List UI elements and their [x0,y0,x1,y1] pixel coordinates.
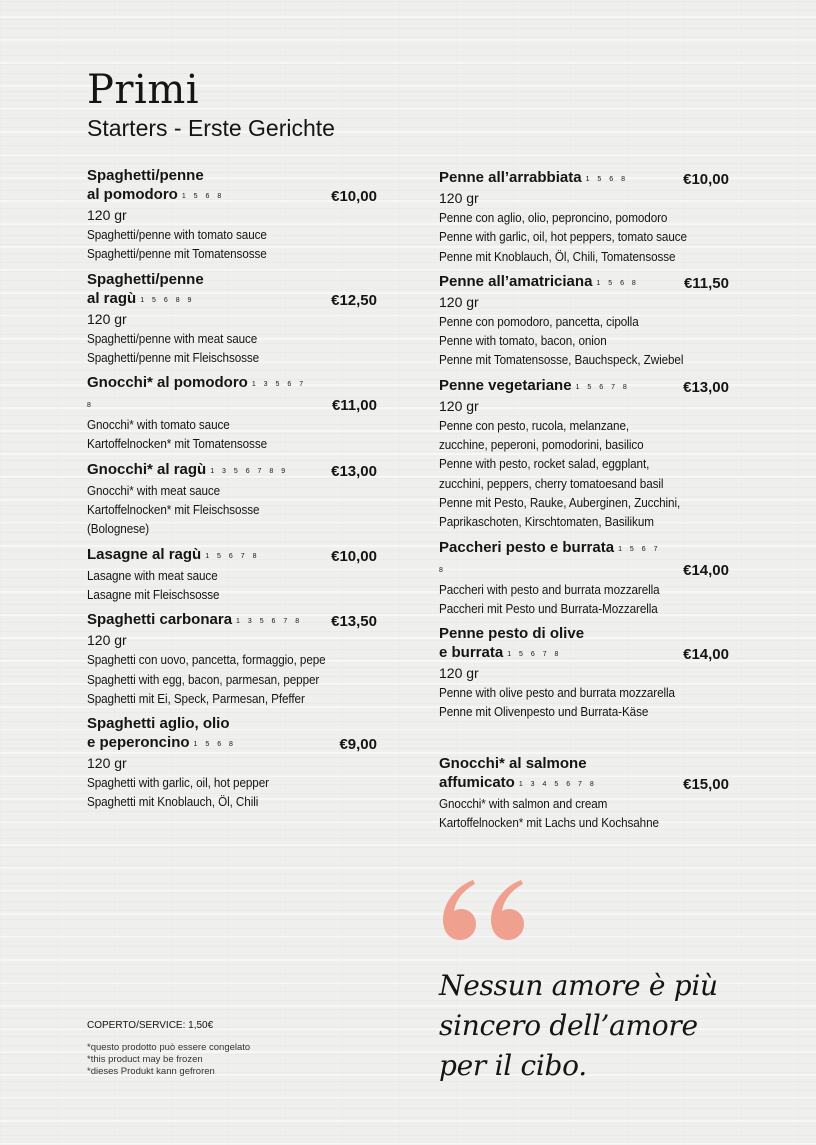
menu-column-left [87,166,387,812]
description-line: Penne mit Tomatensosse, Bauchspeck, Zwiebel [439,352,684,368]
menu-item [87,270,387,368]
allergen-codes: 1 5 6 8 [193,741,236,749]
description-line: Gnocchi* with meat sauce [87,482,221,498]
dish-price: €12,50 [331,291,377,309]
quotation-mark-icon [437,872,527,944]
page-subtitle: Starters - Erste Gerichte [87,115,335,141]
allergen-codes: 1 5 6 8 [585,176,628,183]
dish-name: Spaghetti carbonara [87,611,233,629]
menu-item [87,610,387,708]
dish-name-row [87,545,387,566]
description-line: Spaghetti with garlic, oil, hot pepper [87,775,269,791]
dish-name-line: Spaghetti/penne [87,270,204,288]
allergen-codes: 1 5 6 7 8 [575,383,630,391]
dish-description [87,773,357,812]
dish-description [87,415,357,454]
dish-name: Lasagne al ragù [87,545,202,563]
dish-name: al ragù [87,289,137,307]
menu-item [87,545,387,605]
menu-item [439,754,739,833]
frozen-note-de: *dieses Produkt kann gefroren [87,1066,215,1077]
dish-price: €10,00 [683,171,729,188]
dish-name-row [87,460,387,481]
menu-item [439,624,739,722]
description-line: Gnocchi* with salmon and cream [439,795,608,811]
description-line: Penne with garlic, oil, hot peppers, tomato sauce [439,229,687,245]
description-line: zucchine, peperoni, pomodorini, basilico [439,437,644,453]
dish-name-row [87,373,387,415]
description-line: Gnocchi* with tomato sauce [87,417,230,433]
menu-item [439,272,739,370]
dish-name: Gnocchi* al pomodoro [87,374,248,392]
quote-line-1: Nessun amore è più [439,969,718,1002]
dish-name-row [439,538,739,580]
dish-description [87,329,357,368]
cover-charge-note: COPERTO/SERVICE: 1,50€ [87,1020,214,1031]
menu-item [87,714,387,812]
dish-name-row [87,733,387,754]
description-line: Lasagne with meat sauce [87,567,218,583]
page-title: Primi [87,67,200,113]
dish-name: al pomodoro [87,186,178,203]
dish-name-row [439,272,739,293]
dish-name: e peperoncino [87,734,190,752]
quote-line-3: per il cibo. [439,1049,587,1082]
dish-price: €10,00 [331,547,377,565]
dish-price: €15,00 [683,775,729,793]
quote-text [439,966,718,1086]
dish-price: €11,50 [683,274,729,292]
description-line: Paccheri with pesto and burrata mozzarella [439,581,660,597]
dish-name-row [87,185,387,206]
dish-name-line: Spaghetti/penne [87,167,204,184]
dish-description [439,312,709,370]
allergen-codes: 1 3 5 6 7 8 [236,618,303,626]
description-line: Kartoffelnocken* mit Tomatensosse [87,436,267,452]
description-line: Spaghetti with egg, bacon, parmesan, pepper [87,671,320,687]
menu-item [87,460,387,539]
description-line: Penne mit Pesto, Rauke, Auberginen, Zucchini, [439,494,681,510]
menu-item [87,166,387,264]
quote-line-2: sincero dell’amore [439,1009,698,1042]
description-line: Penne with olive pesto and burrata mozzarella [439,685,675,701]
dish-name: Penne vegetariane [439,376,572,394]
dish-description [439,208,709,266]
dish-name: Paccheri pesto e burrata [439,538,615,556]
menu-item [87,373,387,454]
dish-name-row [439,773,739,794]
dish-description [87,225,357,264]
dish-weight: 120 gr [87,207,127,223]
dish-price: €13,00 [331,462,377,480]
frozen-disclaimer [87,1042,250,1078]
dish-name-line: Penne pesto di olive [439,625,585,643]
dish-price: €13,50 [331,613,377,631]
allergen-codes: 1 3 4 5 6 7 8 [518,780,597,788]
description-line: Spaghetti/penne with meat sauce [87,330,258,346]
dish-price: €9,00 [339,736,377,754]
allergen-codes: 1 5 6 7 8 [205,552,260,560]
allergen-codes: 1 5 6 8 [181,193,225,200]
dish-price: €11,00 [331,397,377,415]
description-line: Spaghetti mit Knoblauch, Öl, Chili [87,794,259,810]
dish-weight: 120 gr [87,755,127,772]
dish-price: €14,00 [683,646,729,664]
menu-item [439,538,739,619]
dish-price: €10,00 [331,188,377,205]
dish-name: Penne all’arrabbiata [439,169,582,186]
frozen-note-it: *questo prodotto può essere congelato [87,1042,251,1053]
dish-description [87,566,357,605]
allergen-codes: 1 3 5 6 7 8 9 [210,467,289,475]
menu-item [439,168,739,266]
dish-name-line: Gnocchi* al salmone [439,754,587,772]
description-line: Penne with tomato, bacon, onion [439,333,607,349]
dish-price: €13,00 [683,378,729,396]
dish-weight: 120 gr [439,293,479,310]
description-line: Penne mit Knoblauch, Öl, Chili, Tomatensosse [439,248,676,264]
allergen-codes: 1 5 6 7 8 [507,651,562,659]
dish-name-row [439,168,739,189]
dish-price: €14,00 [683,561,729,579]
dish-name: Penne all’amatriciana [439,272,593,290]
description-line: Paprikaschoten, Kirschtomaten, Basilikum [439,514,654,530]
item-spacer [439,722,739,754]
menu-column-right [439,168,739,832]
dish-weight: 120 gr [439,397,479,414]
dish-name-line: Spaghetti aglio, olio [87,715,230,733]
dish-description [439,683,709,722]
dish-weight: 120 gr [439,665,479,682]
description-line: Penne con pesto, rucola, melanzane, [439,417,630,433]
description-line: Penne con aglio, olio, peproncino, pomodoro [439,210,668,225]
description-line: (Bolognese) [87,521,150,537]
description-line: Kartoffelnocken* mit Lachs und Kochsahne [439,815,659,831]
description-line: Penne mit Olivenpesto und Burrata-Käse [439,704,649,720]
dish-weight: 120 gr [87,310,127,327]
description-line: Spaghetti con uovo, pancetta, formaggio, pepe [87,652,326,668]
frozen-note-en: *this product may be frozen [87,1054,203,1065]
description-line: Paccheri mit Pesto und Burrata-Mozzarella [439,600,658,616]
dish-description [87,481,357,539]
dish-weight: 120 gr [87,632,127,649]
dish-name-row [87,610,387,631]
dish-name-row [87,289,387,310]
dish-description [439,580,709,619]
menu-item [439,376,739,532]
dish-description [87,650,357,708]
allergen-codes: 1 5 6 8 [596,279,639,287]
dish-name-row [439,376,739,397]
allergen-codes: 1 5 6 8 9 [140,296,195,304]
description-line: Penne with pesto, rocket salad, eggplant, [439,456,650,472]
description-line: zucchini, peppers, cherry tomatoesand basil [439,475,664,491]
description-line: Spaghetti mit Ei, Speck, Parmesan, Pfeffer [87,690,305,706]
dish-name-row [439,643,739,664]
description-line: Spaghetti/penne mit Fleischsosse [87,349,260,365]
description-line: Spaghetti/penne with tomato sauce [87,227,267,242]
dish-description [439,416,709,532]
dish-name: affumicato [439,773,515,791]
dish-description [439,794,709,833]
dish-name: Gnocchi* al ragù [87,460,207,478]
description-line: Kartoffelnocken* mit Fleischsosse [87,502,260,518]
allergen-codes: 1 5 6 7 8 [439,545,661,574]
dish-name: e burrata [439,644,504,662]
description-line: Penne con pomodoro, pancetta, cipolla [439,313,639,329]
allergen-codes: 1 3 5 6 7 8 [87,381,307,410]
description-line: Lasagne mit Fleischsosse [87,586,220,602]
dish-weight: 120 gr [439,190,479,206]
description-line: Spaghetti/penne mit Tomatensosse [87,246,267,262]
